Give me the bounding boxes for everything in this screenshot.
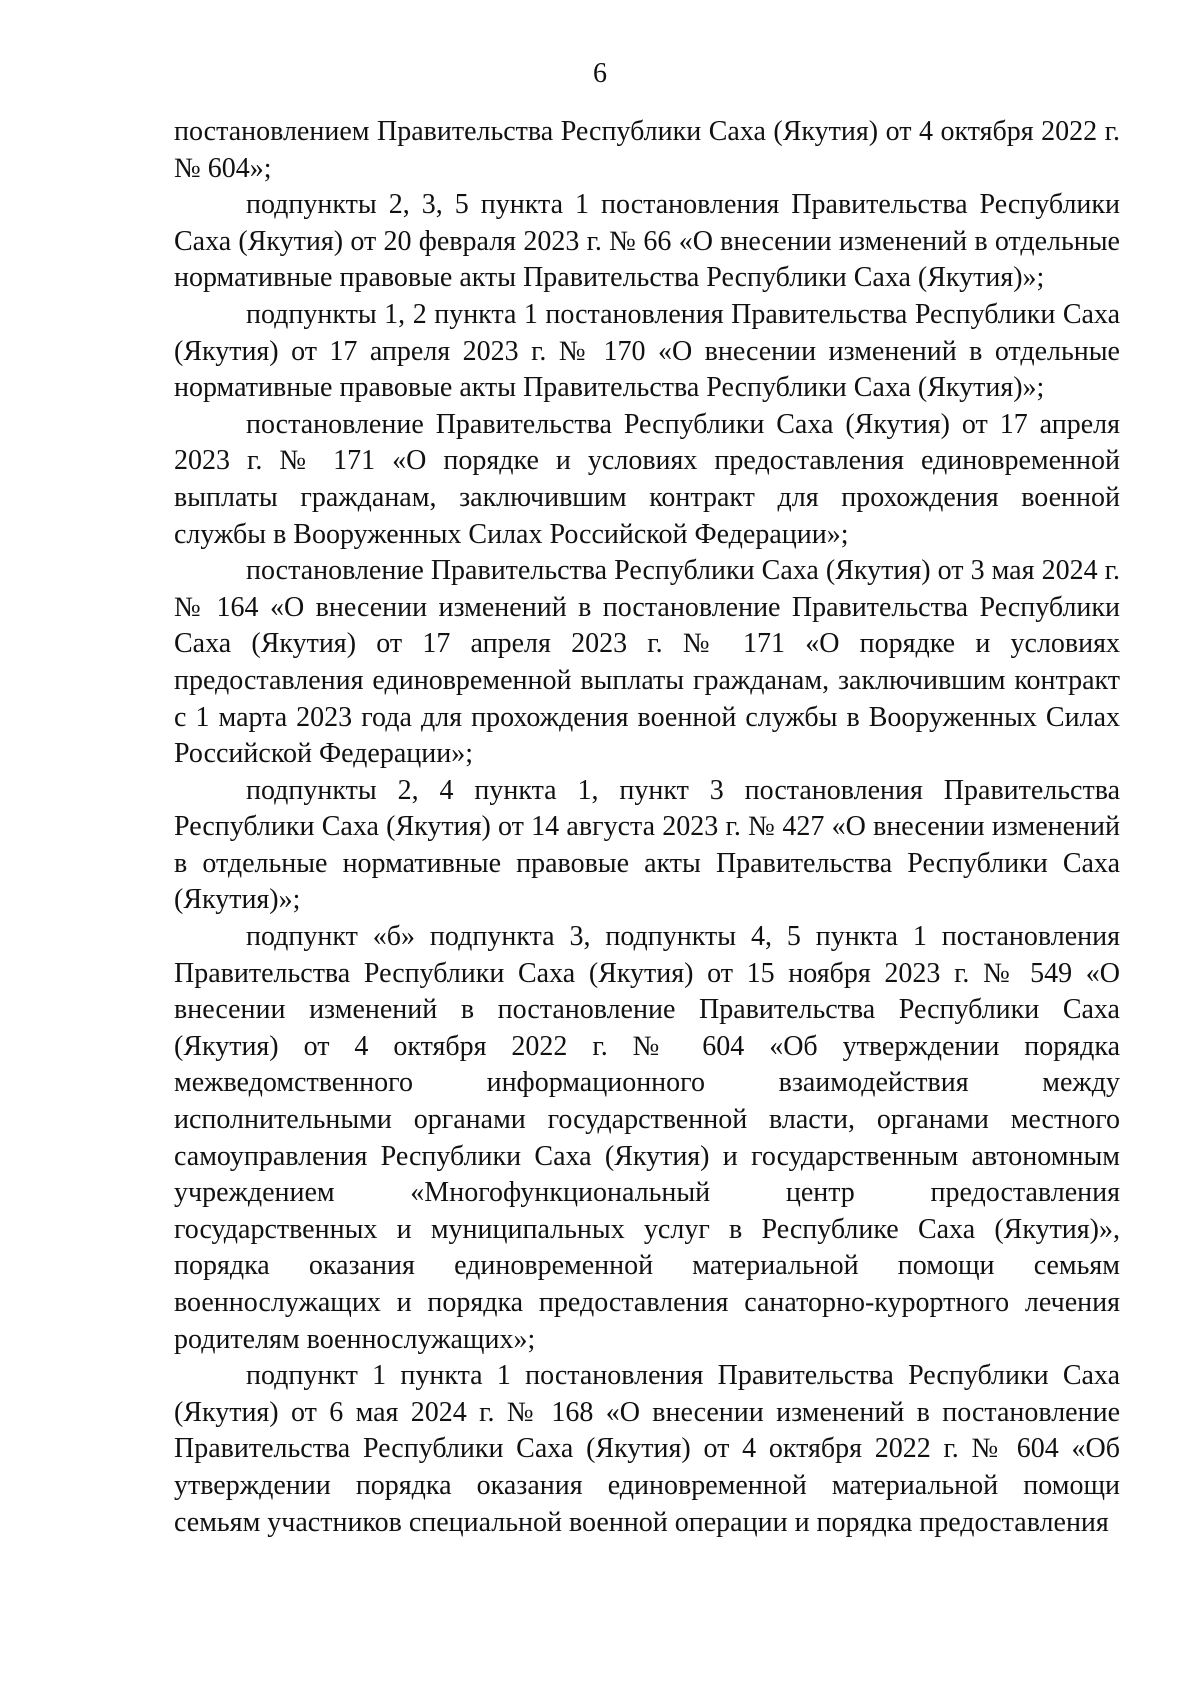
paragraph-item: подпункт 1 пункта 1 постановления Правительства Республики Саха (Якутия) от 6 мая 2024 г. № 168 «О внесении изменений в постановление Правительства Республики Саха (Якутия) от 4 октября 2022 г. № 604 «Об утверждении порядка оказания единовременной материальной помощи семьям участников специальной военной операции и порядка предоставления [174,1360,1120,1538]
paragraph-item: подпункт «б» подпункта 3, подпункты 4, 5 пункта 1 постановления Правительства Республики Саха (Якутия) от 15 ноября 2023 г. № 549 «О внесении изменений в постановление Правительства Республики Саха (Якутия) от 4 октября 2022 г. № 604 «Об утверждении порядка межведомственного информационного взаимодействия между исполнительными органами государственной власти, органами местного самоуправления Республики Саха (Якутия) и государственным автономным учреждением «Многофункциональный центр предоставления государственных и муниципальных услуг в Республике Саха (Якутия)», порядка оказания единовременной материальной помощи семьям военнослужащих и порядка предоставления санаторно-курортного лечения родителям военнослужащих»; [174,921,1120,1355]
page-number: 6 [593,58,607,89]
paragraph-item: подпункты 1, 2 пункта 1 постановления Правительства Республики Саха (Якутия) от 17 апреля 2023 г. № 170 «О внесении изменений в отдельные нормативные правовые акты Правительства Республики Саха (Якутия)»; [174,298,1120,404]
paragraph-item: подпункты 2, 3, 5 пункта 1 постановления Правительства Республики Саха (Якутия) от 20 февраля 2023 г. № 66 «О внесении изменений в отдельные нормативные правовые акты Правительства Республики Саха (Якутия)»; [174,189,1120,294]
document-body [174,114,1120,1541]
paragraph-item: постановление Правительства Республики Саха (Якутия) от 17 апреля 2023 г. № 171 «О порядке и условиях предоставления единовременной выплаты гражданам, заключившим контракт для прохождения военной службы в Вооруженных Силах Российской Федерации»; [174,408,1120,550]
paragraph-continuation: постановлением Правительства Республики Саха (Якутия) от 4 октября 2022 г. № 604»; [174,116,1120,184]
paragraph-item: подпункты 2, 4 пункта 1, пункт 3 постановления Правительства Республики Саха (Якутия) от 14 августа 2023 г. № 427 «О внесении изменений в отдельные нормативные правовые акты Правительства Республики Саха (Якутия)»; [174,774,1120,916]
paragraph-item: постановление Правительства Республики Саха (Якутия) от 3 мая 2024 г. № 164 «О внесении изменений в постановление Правительства Республики Саха (Якутия) от 17 апреля 2023 г. № 171 «О порядке и условиях предоставления единовременной выплаты гражданам, заключившим контракт с 1 марта 2023 года для прохождения военной службы в Вооруженных Силах Российской Федерации»; [174,555,1120,770]
